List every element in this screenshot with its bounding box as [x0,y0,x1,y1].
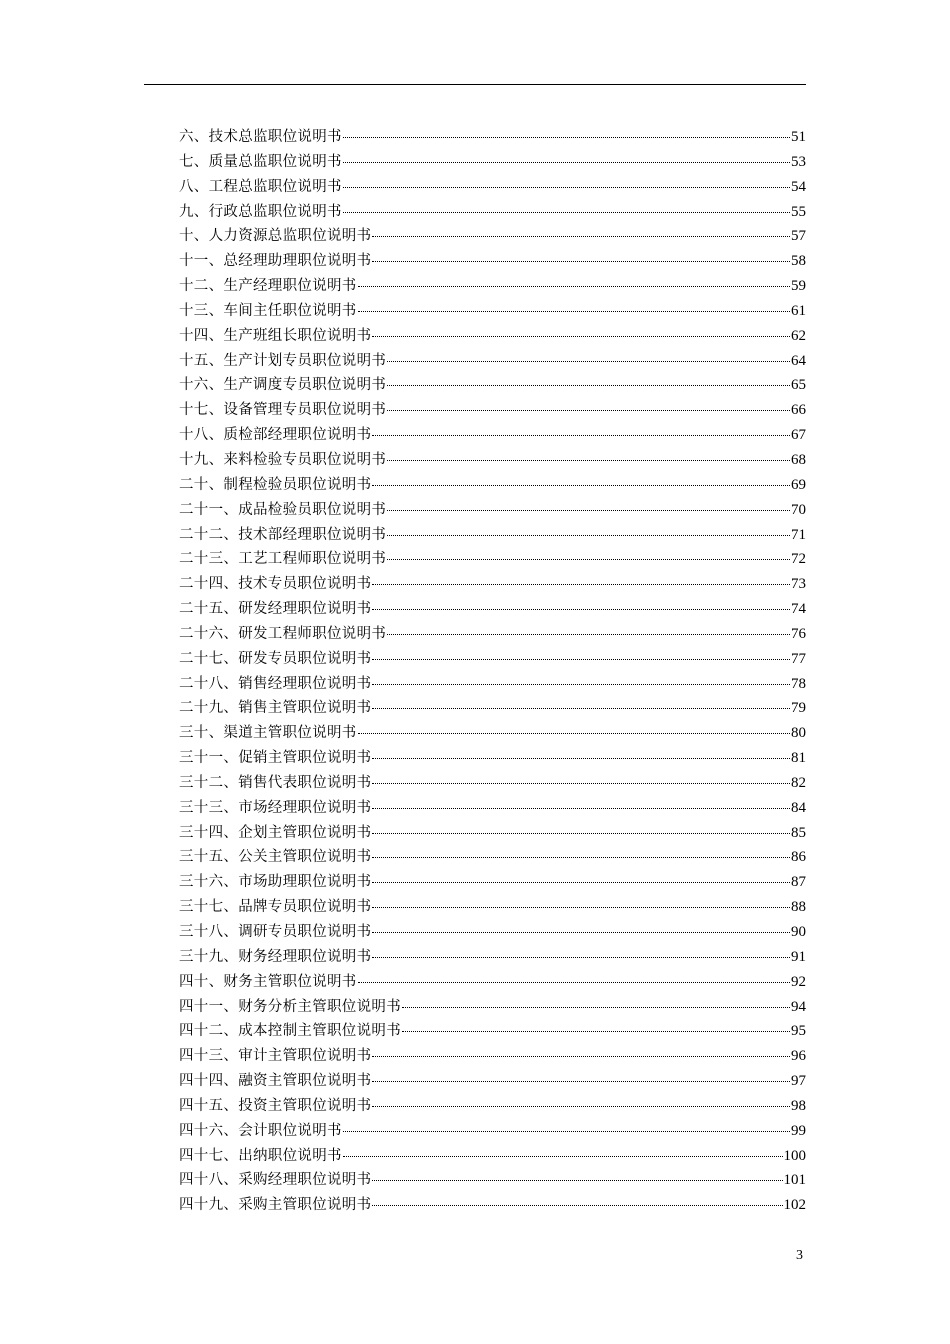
toc-dot-leader [343,1156,783,1157]
toc-entry-title: 三十二、销售代表职位说明书 [179,774,372,791]
toc-entry-page: 55 [791,203,806,220]
toc-entry-title: 十三、车间主任职位说明书 [179,302,357,319]
toc-entry-title: 十四、生产班组长职位说明书 [179,327,372,344]
toc-entry[interactable] [179,150,806,175]
toc-entry[interactable] [179,175,806,200]
toc-dot-leader [343,187,790,188]
header-rule [144,84,806,85]
toc-entry-page: 76 [791,625,806,642]
toc-entry-page: 72 [791,551,806,568]
toc-entry-page: 77 [791,650,806,667]
toc-dot-leader [402,1031,790,1032]
toc-entry[interactable] [179,945,806,970]
toc-entry-title: 三十九、财务经理职位说明书 [179,948,372,965]
toc-entry-page: 64 [791,352,806,369]
toc-dot-leader [387,510,790,511]
toc-dot-leader [358,733,790,734]
toc-entry[interactable] [179,523,806,548]
toc-dot-leader [387,559,790,560]
toc-entry-page: 70 [791,501,806,518]
toc-entry-title: 十九、来料检验专员职位说明书 [179,451,387,468]
toc-entry[interactable] [179,324,806,349]
toc-entry[interactable] [179,423,806,448]
toc-entry[interactable] [179,597,806,622]
toc-dot-leader [372,957,790,958]
toc-dot-leader [372,1081,790,1082]
toc-entry-page: 88 [791,899,806,916]
toc-entry-page: 99 [791,1122,806,1139]
toc-entry[interactable] [179,821,806,846]
toc-dot-leader [372,435,790,436]
toc-dot-leader [358,286,790,287]
toc-entry-page: 67 [791,427,806,444]
toc-entry[interactable] [179,920,806,945]
toc-entry[interactable] [179,1168,806,1193]
toc-entry[interactable] [179,895,806,920]
toc-dot-leader [372,485,790,486]
toc-entry[interactable] [179,746,806,771]
toc-entry[interactable] [179,373,806,398]
toc-entry-page: 92 [791,973,806,990]
toc-entry-page: 95 [791,1023,806,1040]
toc-entry-page: 96 [791,1048,806,1065]
toc-entry-page: 80 [791,725,806,742]
toc-entry-page: 51 [791,129,806,145]
toc-entry-page: 59 [791,278,806,295]
toc-entry-page: 68 [791,451,806,468]
toc-entry-page: 69 [791,476,806,493]
toc-entry-title: 四十一、财务分析主管职位说明书 [179,998,401,1015]
toc-entry-title: 十八、质检部经理职位说明书 [179,427,372,444]
toc-entry-page: 101 [783,1172,806,1189]
toc-dot-leader [372,1106,790,1107]
toc-entry-page: 61 [791,302,806,319]
toc-entry-page: 81 [791,750,806,767]
toc-entry[interactable] [179,299,806,324]
toc-entry-title: 十二、生产经理职位说明书 [179,278,357,295]
toc-entry-title: 二十三、工艺工程师职位说明书 [179,551,387,568]
toc-dot-leader [372,932,790,933]
toc-entry-page: 53 [791,153,806,170]
toc-entry-page: 62 [791,327,806,344]
toc-dot-leader [372,1180,782,1181]
toc-entry[interactable] [179,1119,806,1144]
toc-entry-title: 八、工程总监职位说明书 [179,178,342,195]
toc-entry[interactable] [179,398,806,423]
toc-entry-page: 65 [791,377,806,394]
toc-entry-page: 102 [783,1197,806,1214]
toc-dot-leader [372,783,790,784]
toc-entry-page: 94 [791,998,806,1015]
toc-entry[interactable] [179,1094,806,1119]
toc-entry[interactable] [179,125,806,150]
toc-entry[interactable] [179,200,806,225]
toc-dot-leader [372,857,790,858]
toc-dot-leader [387,385,790,386]
toc-dot-leader [372,708,790,709]
toc-entry-page: 85 [791,824,806,841]
toc-entry-page: 90 [791,924,806,940]
toc-entry-page: 73 [791,576,806,593]
toc-entry-page: 74 [791,601,806,618]
toc-entry[interactable] [179,448,806,473]
toc-dot-leader [372,833,790,834]
toc-entry-page: 87 [791,874,806,891]
toc-entry[interactable] [179,721,806,746]
toc-entry-title: 四十、财务主管职位说明书 [179,973,357,990]
toc-entry-title: 二十四、技术专员职位说明书 [179,576,372,593]
toc-dot-leader [372,609,790,610]
toc-dot-leader [372,758,790,759]
toc-entry-title: 四十三、审计主管职位说明书 [179,1048,372,1065]
toc-entry-title: 三十八、调研专员职位说明书 [179,924,372,940]
table-of-contents [179,125,806,1218]
toc-dot-leader [387,460,790,461]
toc-entry-title: 九、行政总监职位说明书 [179,203,342,220]
toc-dot-leader [372,336,790,337]
toc-entry[interactable] [179,970,806,995]
toc-dot-leader [358,311,790,312]
toc-entry[interactable] [179,796,806,821]
toc-entry[interactable] [179,845,806,870]
toc-dot-leader [372,659,790,660]
toc-entry-page: 57 [791,228,806,245]
toc-dot-leader [343,212,790,213]
toc-entry[interactable] [179,672,806,697]
toc-entry-title: 四十四、融资主管职位说明书 [179,1073,372,1090]
toc-entry-title: 十六、生产调度专员职位说明书 [179,377,387,394]
toc-entry-title: 三十五、公关主管职位说明书 [179,849,372,866]
toc-dot-leader [387,361,790,362]
toc-entry[interactable] [179,1069,806,1094]
toc-dot-leader [387,634,790,635]
toc-entry-title: 二十、制程检验员职位说明书 [179,476,372,493]
toc-entry-page: 54 [791,178,806,195]
toc-entry[interactable] [179,696,806,721]
toc-entry-title: 十七、设备管理专员职位说明书 [179,402,387,419]
toc-entry-title: 四十九、采购主管职位说明书 [179,1197,372,1214]
toc-entry[interactable] [179,274,806,299]
toc-dot-leader [387,535,790,536]
toc-dot-leader [343,162,790,163]
toc-entry-title: 四十七、出纳职位说明书 [179,1147,342,1164]
toc-entry-title: 二十一、成品检验员职位说明书 [179,501,387,518]
toc-entry-title: 三十三、市场经理职位说明书 [179,799,372,816]
toc-entry-page: 98 [791,1097,806,1114]
toc-entry-title: 二十七、研发专员职位说明书 [179,650,372,667]
toc-dot-leader [372,1056,790,1057]
toc-entry-title: 二十五、研发经理职位说明书 [179,601,372,618]
toc-entry-title: 三十四、企划主管职位说明书 [179,824,372,841]
toc-entry[interactable] [179,498,806,523]
toc-entry-title: 二十二、技术部经理职位说明书 [179,526,387,543]
toc-entry[interactable] [179,1019,806,1044]
toc-entry-page: 100 [783,1147,806,1164]
toc-entry-page: 91 [791,948,806,965]
toc-entry-title: 二十六、研发工程师职位说明书 [179,625,387,642]
toc-entry-title: 十五、生产计划专员职位说明书 [179,352,387,369]
toc-entry[interactable] [179,473,806,498]
toc-entry-title: 十、人力资源总监职位说明书 [179,228,372,245]
toc-entry[interactable] [179,547,806,572]
toc-entry-page: 82 [791,774,806,791]
toc-entry[interactable] [179,771,806,796]
toc-dot-leader [402,1007,790,1008]
toc-dot-leader [358,982,790,983]
toc-entry-title: 七、质量总监职位说明书 [179,153,342,170]
toc-entry-title: 十一、总经理助理职位说明书 [179,253,372,270]
toc-entry[interactable] [179,572,806,597]
toc-entry-title: 三十七、品牌专员职位说明书 [179,899,372,916]
toc-entry-title: 三十、渠道主管职位说明书 [179,725,357,742]
toc-entry-title: 二十八、销售经理职位说明书 [179,675,372,692]
page-number: 3 [796,1248,803,1263]
toc-entry-title: 二十九、销售主管职位说明书 [179,700,372,717]
toc-entry-page: 71 [791,526,806,543]
toc-entry[interactable] [179,647,806,672]
toc-entry-title: 四十二、成本控制主管职位说明书 [179,1023,401,1040]
toc-entry-title: 四十五、投资主管职位说明书 [179,1097,372,1114]
toc-entry[interactable] [179,349,806,374]
toc-entry-title: 三十一、促销主管职位说明书 [179,750,372,767]
toc-entry-title: 四十八、采购经理职位说明书 [179,1172,372,1189]
toc-entry-title: 三十六、市场助理职位说明书 [179,874,372,891]
toc-dot-leader [387,410,790,411]
toc-entry[interactable] [179,870,806,895]
toc-dot-leader [372,584,790,585]
toc-entry-title: 六、技术总监职位说明书 [179,129,342,145]
toc-dot-leader [343,1131,790,1132]
toc-dot-leader [372,907,790,908]
toc-dot-leader [372,882,790,883]
toc-entry[interactable] [179,1144,806,1169]
toc-entry[interactable] [179,1193,806,1218]
toc-entry[interactable] [179,995,806,1020]
toc-entry-page: 79 [791,700,806,717]
toc-entry[interactable] [179,1044,806,1069]
toc-entry-page: 66 [791,402,806,419]
toc-dot-leader [372,236,790,237]
toc-dot-leader [372,684,790,685]
toc-entry-page: 78 [791,675,806,692]
toc-dot-leader [343,137,790,138]
toc-entry[interactable] [179,249,806,274]
toc-entry-page: 86 [791,849,806,866]
toc-entry[interactable] [179,622,806,647]
toc-dot-leader [372,261,790,262]
toc-entry-page: 58 [791,253,806,270]
toc-entry-page: 97 [791,1073,806,1090]
toc-dot-leader [372,808,790,809]
toc-entry-page: 84 [791,799,806,816]
toc-entry[interactable] [179,224,806,249]
toc-dot-leader [372,1205,782,1206]
toc-entry-title: 四十六、会计职位说明书 [179,1122,342,1139]
